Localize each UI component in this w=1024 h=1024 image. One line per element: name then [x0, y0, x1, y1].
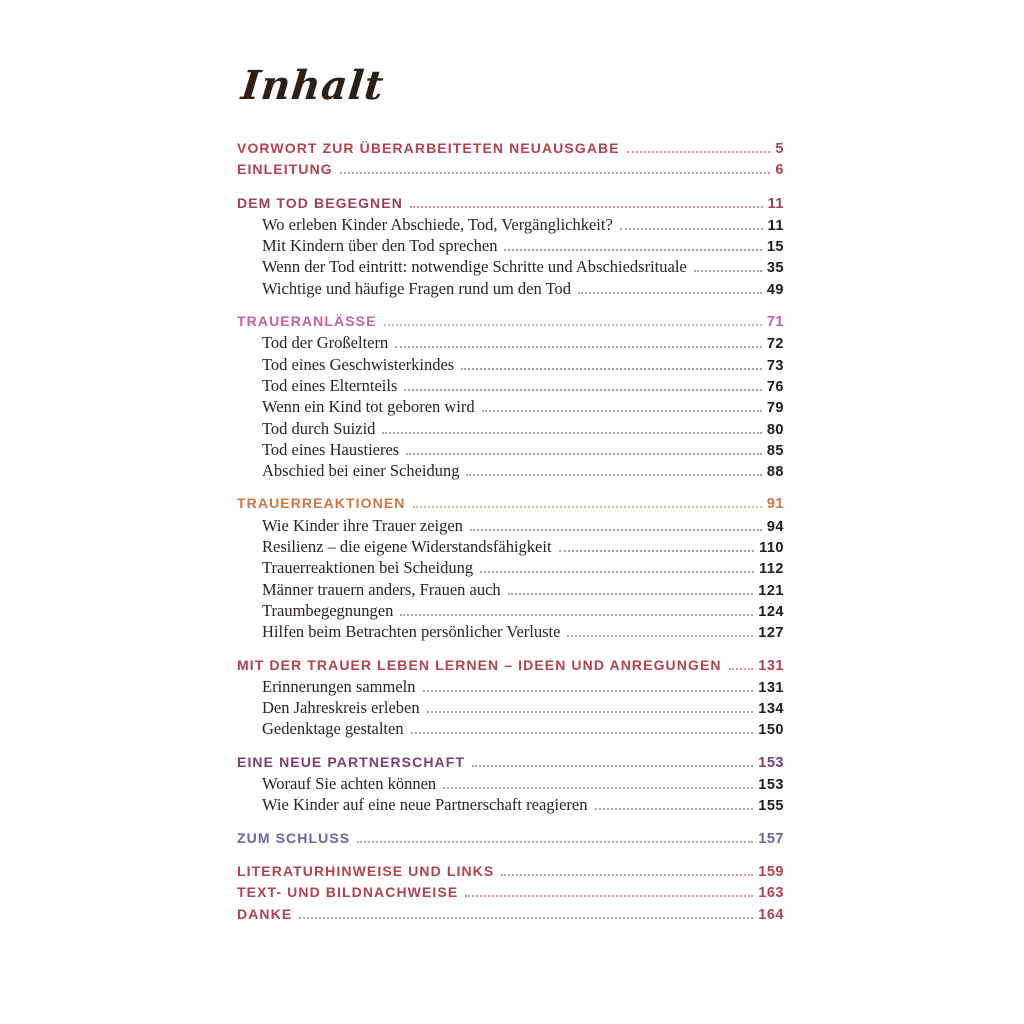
entry-page-number: 73 — [766, 357, 784, 374]
toc-sub-row — [237, 354, 784, 375]
toc-group — [237, 311, 784, 481]
entry-page-number: 11 — [767, 195, 784, 212]
entry-page-number: 80 — [766, 421, 784, 438]
dot-leader — [508, 593, 754, 595]
entry-page-number: 159 — [758, 863, 784, 880]
entry-label: Traumbegegnungen — [262, 600, 394, 620]
dot-leader — [480, 571, 754, 573]
entry-page-number: 164 — [758, 906, 784, 923]
toc-sub-row — [237, 439, 784, 460]
entry-page-number: 110 — [759, 540, 784, 557]
entry-label: EINE NEUE PARTNERSCHAFT — [237, 753, 466, 770]
dot-leader — [482, 410, 762, 412]
entry-page-number: 153 — [758, 777, 784, 794]
toc-heading-row — [237, 159, 784, 180]
toc-heading-row — [237, 828, 784, 849]
entry-page-number: 150 — [758, 722, 784, 739]
entry-label: Worauf Sie achten können — [262, 774, 437, 794]
toc-sub-row — [237, 579, 784, 600]
entry-page-number: 124 — [758, 603, 784, 620]
dot-leader — [340, 172, 771, 174]
entry-label: Mit Kindern über den Tod sprechen — [262, 236, 498, 256]
entry-label: Den Jahreskreis erleben — [262, 698, 420, 718]
entry-label: Abschied bei einer Scheidung — [262, 461, 460, 481]
toc-sub-row — [237, 718, 784, 739]
toc-group — [237, 138, 784, 181]
entry-label: LITERATURHINWEISE UND LINKS — [237, 862, 495, 879]
toc-sub-row — [237, 214, 784, 235]
entry-label: Wenn ein Kind tot geboren wird — [262, 397, 475, 417]
dot-leader — [729, 668, 754, 670]
toc-sub-row — [237, 375, 784, 396]
entry-page-number: 79 — [766, 400, 784, 417]
dot-leader — [382, 432, 761, 434]
entry-label: TRAUERREAKTIONEN — [237, 495, 406, 512]
entry-page-number: 71 — [766, 314, 784, 331]
entry-page-number: 112 — [759, 561, 784, 578]
toc-heading-row — [237, 752, 784, 773]
entry-label: Tod durch Suizid — [262, 418, 376, 438]
entry-page-number: 15 — [766, 239, 784, 256]
dot-leader — [504, 249, 761, 251]
toc-heading-row — [237, 138, 784, 159]
toc — [237, 138, 784, 925]
entry-label: Tod eines Geschwisterkindes — [262, 354, 455, 374]
entry-label: DANKE — [237, 905, 293, 922]
dot-leader — [411, 732, 754, 734]
entry-page-number: 6 — [775, 162, 784, 179]
entry-label: Wo erleben Kinder Abschiede, Tod, Vergänglichkeit? — [262, 214, 613, 234]
entry-label: DEM TOD BEGEGNEN — [237, 194, 403, 211]
toc-sub-row — [237, 557, 784, 578]
entry-page-number: 94 — [766, 518, 784, 535]
entry-page-number: 163 — [758, 885, 784, 902]
dot-leader — [406, 453, 762, 455]
entry-page-number: 153 — [758, 754, 784, 771]
toc-sub-row — [237, 418, 784, 439]
dot-leader — [443, 787, 753, 789]
entry-page-number: 88 — [766, 464, 784, 481]
dot-leader — [395, 346, 762, 348]
toc-sub-row — [237, 460, 784, 481]
entry-page-number: 121 — [758, 582, 784, 599]
entry-page-number: 134 — [758, 701, 784, 718]
toc-heading-row — [237, 904, 784, 925]
toc-sub-row — [237, 278, 784, 299]
toc-group — [237, 828, 784, 849]
dot-leader — [620, 228, 763, 230]
page-title: Inhalt — [239, 62, 387, 109]
toc-heading-row — [237, 193, 784, 214]
dot-leader — [595, 808, 754, 810]
entry-page-number: 35 — [766, 260, 784, 277]
toc-heading-row — [237, 311, 784, 332]
entry-label: Wenn der Tod eintritt: notwendige Schritte und Abschiedsrituale — [262, 257, 687, 277]
toc-sub-row — [237, 536, 784, 557]
entry-page-number: 72 — [766, 336, 784, 353]
toc-sub-row — [237, 697, 784, 718]
dot-leader — [384, 324, 762, 326]
entry-label: Hilfen beim Betrachten persönlicher Verluste — [262, 622, 561, 642]
toc-sub-row — [237, 676, 784, 697]
toc-heading-row — [237, 861, 784, 882]
dot-leader — [578, 292, 762, 294]
entry-page-number: 11 — [767, 217, 784, 234]
dot-leader — [627, 151, 771, 153]
entry-label: Erinnerungen sammeln — [262, 676, 416, 696]
dot-leader — [461, 368, 762, 370]
dot-leader — [694, 270, 762, 272]
toc-sub-row — [237, 794, 784, 815]
entry-label: Tod der Großeltern — [262, 333, 389, 353]
dot-leader — [466, 474, 761, 476]
toc-sub-row — [237, 396, 784, 417]
entry-label: Wichtige und häufige Fragen rund um den Tod — [262, 278, 572, 298]
toc-content — [237, 62, 784, 937]
entry-label: Tod eines Elternteils — [262, 375, 398, 395]
toc-sub-row — [237, 256, 784, 277]
dot-leader — [470, 529, 762, 531]
toc-sub-row — [237, 235, 784, 256]
toc-group — [237, 493, 784, 642]
dot-leader — [413, 506, 762, 508]
entry-page-number: 76 — [766, 378, 784, 395]
toc-sub-row — [237, 621, 784, 642]
entry-label: TEXT- UND BILDNACHWEISE — [237, 884, 459, 901]
toc-group — [237, 861, 784, 925]
entry-page-number: 157 — [758, 830, 784, 847]
entry-label: TRAUERANLÄSSE — [237, 313, 377, 330]
entry-label: Resilienz – die eigene Widerstandsfähigkeit — [262, 537, 552, 557]
dot-leader — [400, 614, 753, 616]
toc-sub-row — [237, 332, 784, 353]
toc-sub-row — [237, 773, 784, 794]
dot-leader — [410, 206, 763, 208]
entry-page-number: 85 — [766, 442, 784, 459]
dot-leader — [567, 635, 753, 637]
entry-label: Tod eines Haustieres — [262, 439, 400, 459]
toc-heading-row — [237, 655, 784, 676]
dot-leader — [404, 389, 761, 391]
toc-heading-row — [237, 882, 784, 903]
entry-page-number: 127 — [758, 625, 784, 642]
entry-page-number: 155 — [758, 798, 784, 815]
entry-label: Wie Kinder ihre Trauer zeigen — [262, 515, 463, 535]
toc-sub-row — [237, 515, 784, 536]
entry-label: Wie Kinder auf eine neue Partnerschaft reagieren — [262, 795, 588, 815]
dot-leader — [357, 841, 753, 843]
entry-page-number: 5 — [775, 141, 784, 157]
entry-label: Trauerreaktionen bei Scheidung — [262, 558, 474, 578]
entry-page-number: 131 — [758, 657, 784, 674]
toc-heading-row — [237, 493, 784, 514]
toc-group — [237, 655, 784, 740]
dot-leader — [472, 765, 753, 767]
dot-leader — [559, 550, 755, 552]
entry-page-number: 131 — [758, 679, 784, 696]
entry-label: VORWORT ZUR ÜBERARBEITETEN NEUAUSGABE — [237, 140, 620, 156]
dot-leader — [427, 711, 754, 713]
entry-page-number: 49 — [766, 281, 784, 298]
toc-sub-row — [237, 600, 784, 621]
dot-leader — [465, 895, 753, 897]
dot-leader — [299, 917, 753, 919]
entry-label: Gedenktage gestalten — [262, 719, 404, 739]
entry-label: ZUM SCHLUSS — [237, 829, 351, 846]
dot-leader — [423, 690, 754, 692]
toc-group — [237, 193, 784, 299]
entry-label: MIT DER TRAUER LEBEN LERNEN – IDEEN UND ANREGUNGEN — [237, 656, 722, 673]
entry-page-number: 91 — [766, 496, 784, 513]
entry-label: Männer trauern anders, Frauen auch — [262, 579, 501, 599]
entry-label: EINLEITUNG — [237, 161, 333, 178]
dot-leader — [501, 874, 753, 876]
toc-group — [237, 752, 784, 816]
